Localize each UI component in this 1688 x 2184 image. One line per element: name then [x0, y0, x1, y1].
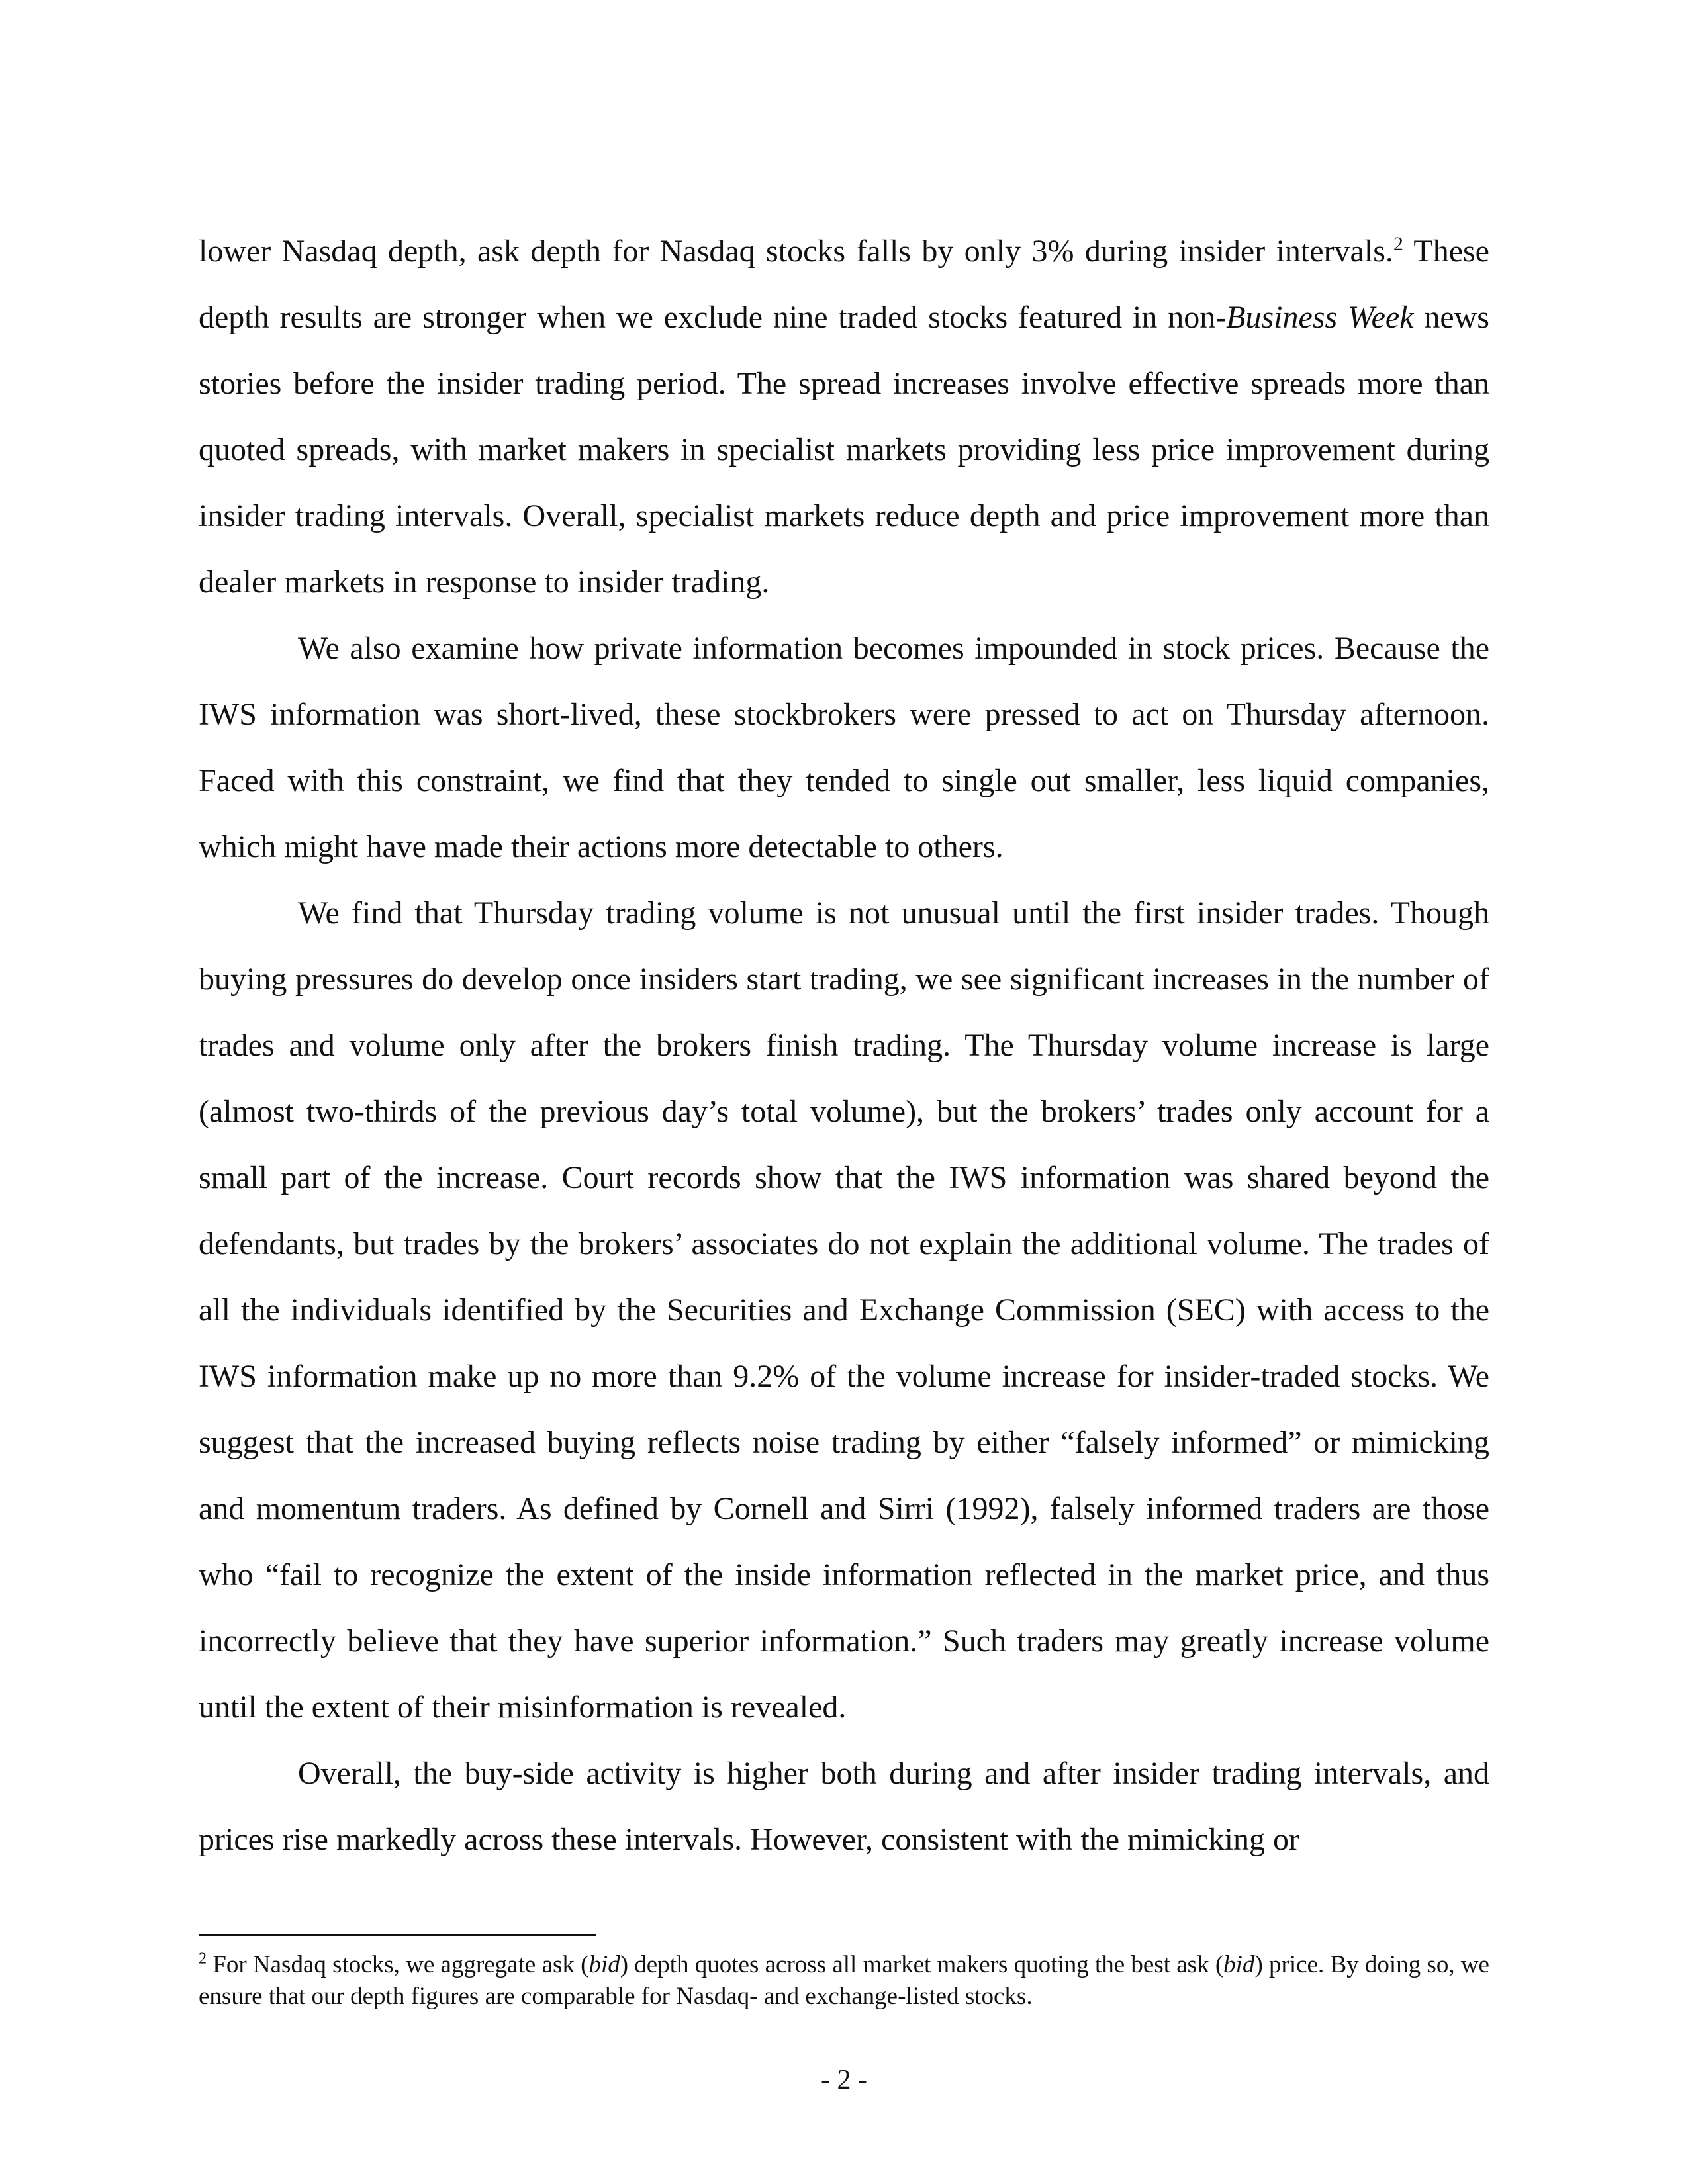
paragraph-1-text-b: These depth results are stronger when we exclude nine traded stocks featured in non- — [199, 234, 1489, 335]
body-text — [199, 218, 1489, 1873]
footnote-text-b: ) depth quotes across all market makers quoting the best ask ( — [620, 1951, 1224, 1978]
footnote-2 — [199, 1949, 1489, 2013]
paragraph-1-text-a: lower Nasdaq depth, ask depth for Nasdaq stocks falls by only 3% during insider intervals. — [199, 234, 1393, 269]
footnote-italic-bid-2: bid — [1223, 1951, 1255, 1978]
footnote-mark: 2 — [199, 1950, 207, 1968]
paragraph-4: Overall, the buy-side activity is higher both during and after insider trading intervals, and prices rise markedly across these intervals. However, consistent with the mimicking or — [199, 1756, 1489, 1857]
footnote-separator — [199, 1934, 596, 1936]
footnote-reference-2: 2 — [1393, 233, 1403, 255]
paragraph-3: We find that Thursday trading volume is not unusual until the first insider trades. Though buying pressures do develop once insiders start trading, we see significant increases in the number of trades and volume only after the brokers finish trading. The Thursday volume increase is large (almost two-thirds of the previous day’s total volume), but the brokers’ trades only account for a small part of the increase. Court records show that the IWS information was shared beyond the defendants, but trades by the brokers’ associates do not explain the additional volume. The trades of all the individuals identified by the Securities and Exchange Commission (SEC) with access to the IWS information make up no more than 9.2% of the volume increase for insider-traded stocks. We suggest that the increased buying reflects noise trading by either “falsely informed” or mimicking and momentum traders. As defined by Cornell and Sirri (1992), falsely informed traders are those who “fail to recognize the extent of the inside information reflected in the market price, and thus incorrectly believe that they have superior information.” Such traders may greatly increase volume until the extent of their misinformation is revealed. — [199, 895, 1489, 1725]
footnote-text-a: For Nasdaq stocks, we aggregate ask ( — [207, 1951, 589, 1978]
publication-title: Business Week — [1226, 300, 1414, 335]
page-number: - 2 - — [821, 2065, 867, 2095]
paragraph-1 — [199, 218, 1489, 615]
paragraph-1-text-c: news stories before the insider trading period. The spread increases involve effective spreads more than quoted spreads, with market makers in specialist markets providing less price improvement during insider trading intervals. Overall, specialist markets reduce depth and price improvement more than dealer markets in response to insider trading. — [199, 300, 1489, 600]
footnote-text-c: ) price. By doing so, we ensure that our depth figures are comparable for Nasdaq- and exchange-listed stocks. — [199, 1951, 1489, 2010]
paragraph-2: We also examine how private information becomes impounded in stock prices. Because the IWS information was short-lived, these stockbrokers were pressed to act on Thursday afternoon. Faced with this constraint, we find that they tended to single out smaller, less liquid companies, which might have made their actions more detectable to others. — [199, 631, 1489, 864]
footnote-italic-bid-1: bid — [588, 1951, 620, 1978]
